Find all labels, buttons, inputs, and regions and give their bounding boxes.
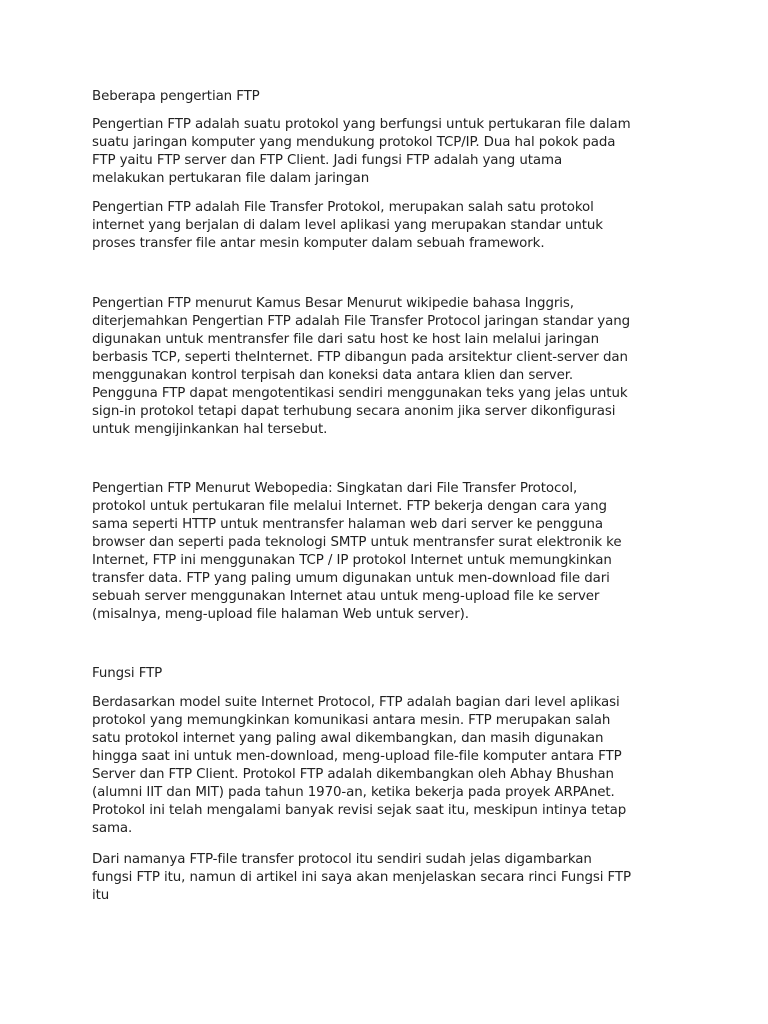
paragraph-definition-kamus (92, 295, 692, 439)
paragraph-definition-2 (92, 199, 692, 253)
paragraph-line: proses transfer file antar mesin komputer dalam sebuah framework. (92, 236, 545, 251)
heading-text: Beberapa pengertian FTP (92, 89, 260, 104)
paragraph-line: satu protokol internet yang paling awal dikembangkan, dan masih digunakan (92, 731, 604, 746)
paragraph-line: (alumni IIT dan MIT) pada tahun 1970-an, ketika bekerja pada proyek ARPAnet. (92, 785, 615, 800)
paragraph-fungsi-1 (92, 694, 692, 838)
paragraph-line: menggunakan kontrol terpisah dan koneksi data antara klien dan server. (92, 368, 574, 383)
paragraph-line: hingga saat ini untuk men-download, meng-upload file-file komputer antara FTP (92, 749, 622, 764)
paragraph-line: Berdasarkan model suite Internet Protocol, FTP adalah bagian dari level aplikasi (92, 695, 620, 710)
heading-beberapa-pengertian-ftp (92, 88, 692, 106)
paragraph-line: Pengguna FTP dapat mengotentikasi sendiri menggunakan teks yang jelas untuk (92, 386, 628, 401)
paragraph-line: sign-in protokol tetapi dapat terhubung secara anonim jika server dikonfigurasi (92, 404, 616, 419)
paragraph-line: melakukan pertukaran file dalam jaringan (92, 171, 370, 186)
paragraph-line: Dari namanya FTP-file transfer protocol itu sendiri sudah jelas digambarkan (92, 852, 592, 867)
paragraph-line: itu (92, 888, 110, 903)
paragraph-line: sama seperti HTTP untuk mentransfer halaman web dari server ke pengguna (92, 517, 603, 532)
paragraph-line: Protokol ini telah mengalami banyak revisi sejak saat itu, meskipun intinya tetap (92, 803, 627, 818)
paragraph-definition-webopedia (92, 480, 692, 624)
paragraph-line: browser dan seperti pada teknologi SMTP untuk mentransfer surat elektronik ke (92, 535, 622, 550)
paragraph-line: Internet, FTP ini menggunakan TCP / IP protokol Internet untuk memungkinkan (92, 553, 612, 568)
paragraph-line: internet yang berjalan di dalam level aplikasi yang merupakan standar untuk (92, 218, 603, 233)
paragraph-line: suatu jaringan komputer yang mendukung protokol TCP/IP. Dua hal pokok pada (92, 135, 616, 150)
paragraph-definition-1 (92, 116, 692, 188)
paragraph-line: digunakan untuk mentransfer file dari satu host ke host lain melalui jaringan (92, 332, 600, 347)
paragraph-line: sebuah server menggunakan Internet atau untuk meng-upload file ke server (92, 589, 600, 604)
paragraph-line: transfer data. FTP yang paling umum digunakan untuk men-download file dari (92, 571, 610, 586)
paragraph-line: fungsi FTP itu, namun di artikel ini saya akan menjelaskan secara rinci Fungsi FTP (92, 870, 631, 885)
paragraph-line: berbasis TCP, seperti theInternet. FTP dibangun pada arsitektur client-server dan (92, 350, 628, 365)
heading-fungsi-ftp (92, 665, 692, 683)
heading-text: Fungsi FTP (92, 666, 163, 681)
paragraph-line: Pengertian FTP adalah File Transfer Protokol, merupakan salah satu protokol (92, 200, 594, 215)
paragraph-line: protokol yang memungkinkan komunikasi antara mesin. FTP merupakan salah (92, 713, 611, 728)
paragraph-line: Pengertian FTP adalah suatu protokol yang berfungsi untuk pertukaran file dalam (92, 117, 631, 132)
paragraph-line: protokol untuk pertukaran file melalui Internet. FTP bekerja dengan cara yang (92, 499, 607, 514)
paragraph-line: diterjemahkan Pengertian FTP adalah File Transfer Protocol jaringan standar yang (92, 314, 630, 329)
paragraph-line: Pengertian FTP Menurut Webopedia: Singkatan dari File Transfer Protocol, (92, 481, 578, 496)
paragraph-line: untuk mengijinkankan hal tersebut. (92, 422, 328, 437)
paragraph-line: sama. (92, 821, 133, 836)
paragraph-line: Server dan FTP Client. Protokol FTP adalah dikembangkan oleh Abhay Bhushan (92, 767, 614, 782)
paragraph-line: (misalnya, meng-upload file halaman Web untuk server). (92, 607, 469, 622)
paragraph-fungsi-2 (92, 851, 692, 905)
paragraph-line: Pengertian FTP menurut Kamus Besar Menurut wikipedie bahasa Inggris, (92, 296, 574, 311)
paragraph-line: FTP yaitu FTP server dan FTP Client. Jadi fungsi FTP adalah yang utama (92, 153, 563, 168)
